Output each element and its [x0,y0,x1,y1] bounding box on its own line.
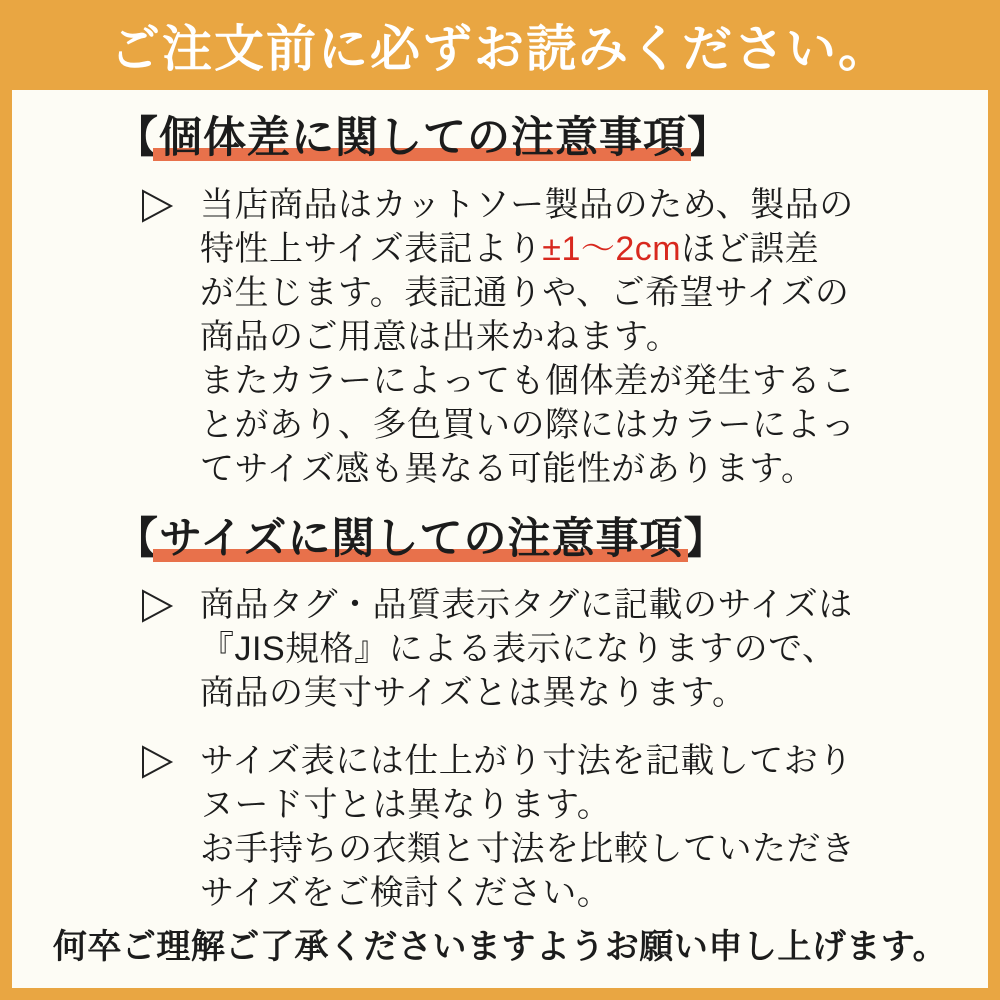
sections-container [12,90,988,915]
text-line [200,271,988,315]
text-line [200,183,988,227]
bullet-text [200,183,988,491]
text-segment: 商品のご用意は出来かねます。 [200,317,681,356]
bullet-item [115,583,988,715]
section-heading [115,113,988,164]
text-line [200,627,988,671]
triangle-right-outline-icon [140,588,174,624]
text-segment: ほど誤差 [681,229,820,268]
text-line [200,739,988,783]
text-segment: 商品タグ・品質表示タグに記載のサイズは [200,586,853,625]
text-line [200,871,988,915]
top-banner [0,0,1000,90]
text-segment: とがあり、多色買いの際にはカラーによっ [200,405,856,444]
heading-bracket-open: 【 [115,114,159,162]
bullet-item [115,739,988,915]
triangle-right-outline-icon [140,744,174,780]
text-line [200,227,988,271]
notice-section [12,113,988,491]
banner-title: ご注文前に必ずお読みください。 [110,21,890,77]
text-line [200,359,988,403]
notice-panel [12,90,988,988]
text-line [200,671,988,715]
heading-text: サイズに関しての注意事項 [159,514,684,563]
text-line [200,403,988,447]
text-line [200,315,988,359]
footer-text: 何卒ご理解ご了承くださいますようお願い申し上げます。 [52,928,948,966]
heading-bracket-close: 】 [683,514,728,563]
text-line [200,583,988,627]
triangle-right-outline-icon [140,188,174,224]
text-segment: サイズをご検討ください。 [200,874,612,913]
bullet-text [200,739,988,915]
text-line [200,447,988,491]
notice-section [12,514,988,916]
text-segment: 『JIS規格』による表示になりますので、 [200,630,837,669]
heading-bracket-open: 【 [115,514,159,563]
text-segment: 当店商品はカットソー製品のため、製品の [200,185,854,224]
text-segment: またカラーによっても個体差が発生するこ [200,361,856,400]
heading-bracket-close: 】 [687,114,731,162]
text-segment: てサイズ感も異なる可能性があります。 [200,449,816,488]
text-segment: が生じます。表記通りや、ご希望サイズの [200,273,850,312]
section-heading [115,514,988,565]
text-line [200,827,988,871]
highlighted-text: ±1〜2cm [542,229,682,268]
bullet-item [115,183,988,491]
text-segment: 商品の実寸サイズとは異なります。 [200,674,747,713]
text-segment: お手持ちの衣類と寸法を比較していただき [200,830,856,869]
text-segment: ヌード寸とは異なります。 [200,786,612,825]
text-segment: サイズ表には仕上がり寸法を記載しており [200,742,853,781]
text-line [200,783,988,827]
text-segment: 特性上サイズ表記より [200,229,543,268]
footer-note [12,919,988,988]
bullet-text [200,583,988,715]
heading-text: 個体差に関しての注意事項 [159,114,687,162]
